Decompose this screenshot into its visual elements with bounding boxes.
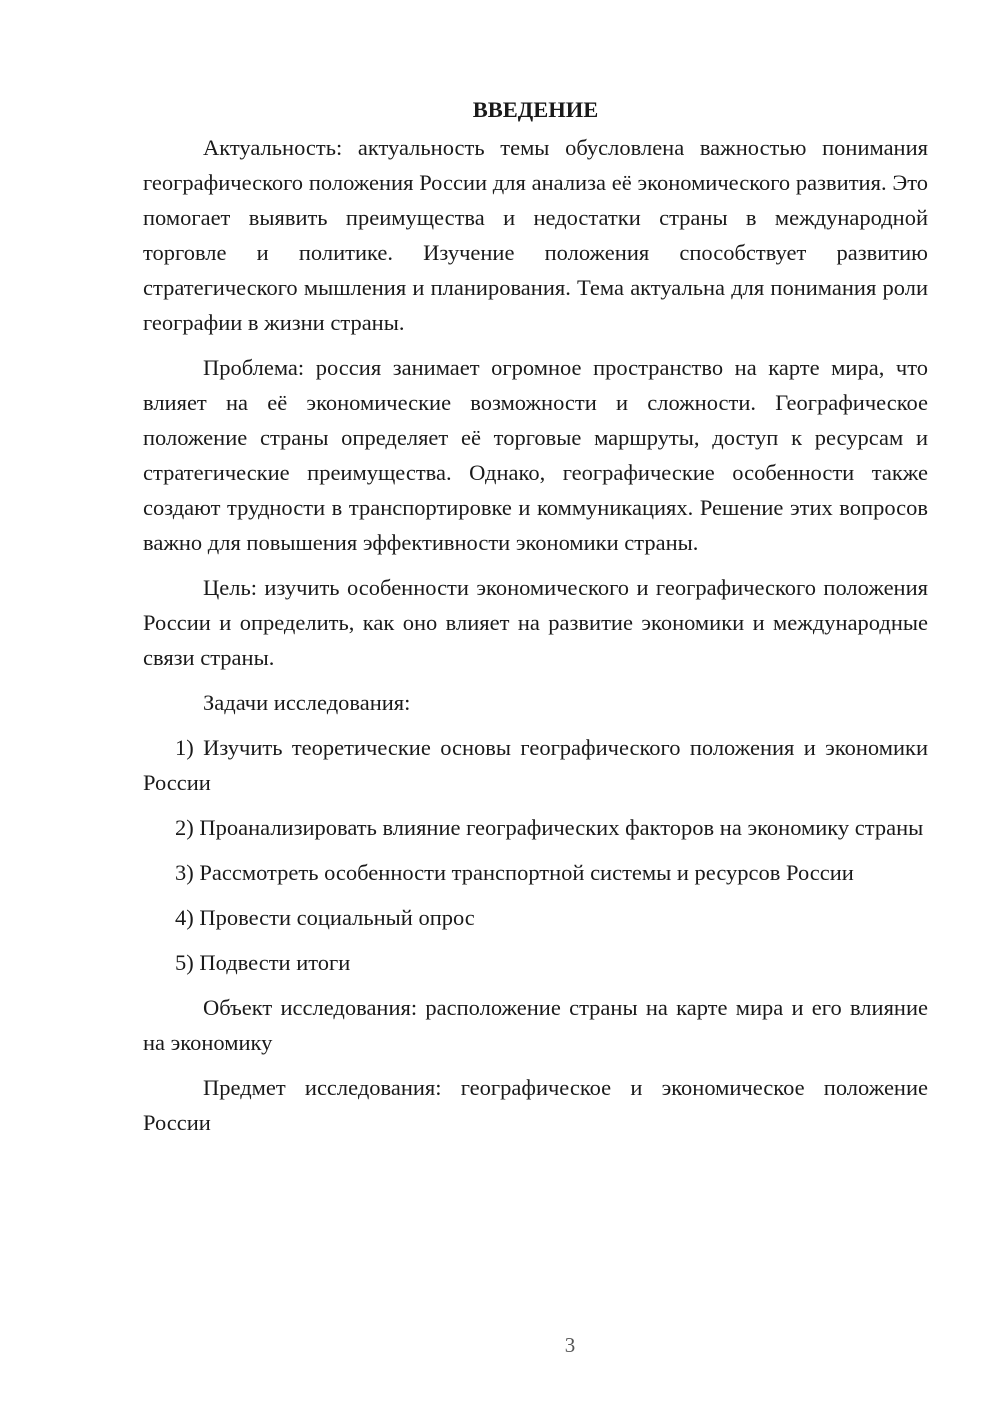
paragraph-problem: Проблема: россия занимает огромное пространство на карте мира, что влияет на её экономические возможности и сложности. Географическое положение страны определяет её торговые маршруты, доступ к ресурсам и стратегические преимущества. Однако, географические особенности также создают трудности в транспортировке и коммуникациях. Решение этих вопросов важно для повышения эффективности экономики страны. — [143, 355, 928, 555]
paragraph-tasks-heading: Задачи исследования: — [203, 690, 411, 715]
paragraph-research-object: Объект исследования: расположение страны на карте мира и его влияние на экономику — [143, 995, 928, 1055]
paragraph-relevance: Актуальность: актуальность темы обусловлена важностью понимания географического положения России для анализа её экономического развития. Это помогает выявить преимущества и недостатки страны в международной торговле и политике. Изучение положения способствует развитию стратегического мышления и планирования. Тема актуальна для понимания роли географии в жизни страны. — [143, 135, 928, 335]
list-item-task-5: 5) Подвести итоги — [175, 950, 351, 975]
section-title: ВВЕДЕНИЕ — [472, 97, 599, 122]
list-item-task-4: 4) Провести социальный опрос — [175, 905, 475, 930]
paragraph-goal: Цель: изучить особенности экономического и географического положения России и определить, как оно влияет на развитие экономики и международные связи страны. — [143, 575, 928, 670]
paragraph-research-subject: Предмет исследования: географическое и экономическое положение России — [143, 1075, 928, 1135]
list-item-task-1: 1) Изучить теоретические основы географического положения и экономики России — [143, 735, 928, 795]
list-item-task-3: 3) Рассмотреть особенности транспортной системы и ресурсов России — [175, 860, 854, 885]
page-content — [143, 92, 928, 1150]
list-item-task-2: 2) Проанализировать влияние географических факторов на экономику страны — [175, 815, 924, 840]
page-number: 3 — [564, 1333, 576, 1357]
